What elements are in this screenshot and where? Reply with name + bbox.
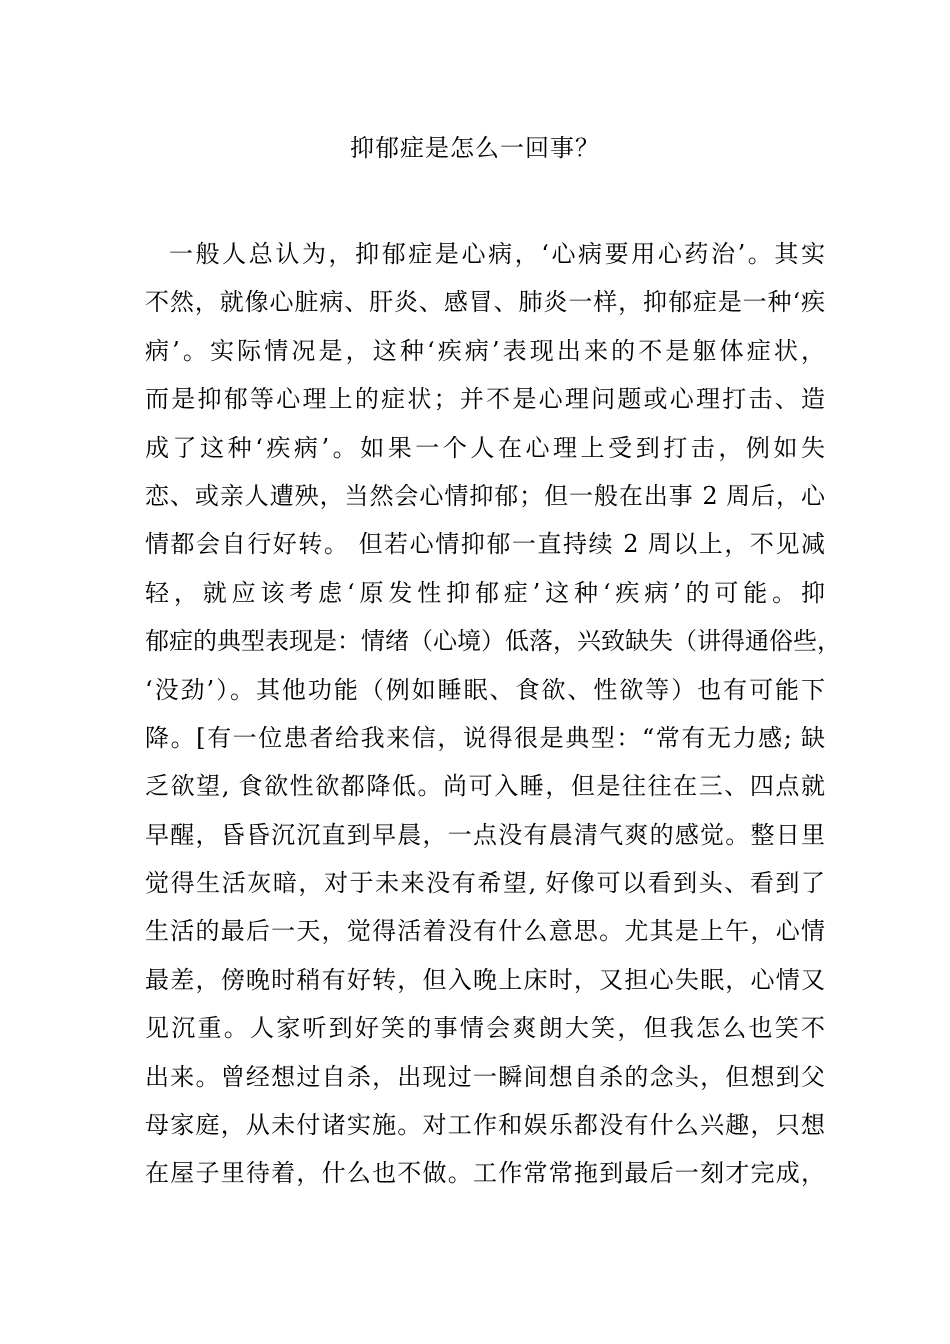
body-line-19: 母家庭，从未付诸实施。对工作和娱乐都没有什么兴趣，只想 [145, 1111, 825, 1140]
body-line-13: 早醒，昏昏沉沉直到早晨，一点没有晨清气爽的感觉。整日里 [145, 820, 825, 849]
body-line-14: 觉得生活灰暗，对于未来没有希望, 好像可以看到头、看到了 [145, 869, 825, 898]
body-paragraph [145, 230, 841, 1198]
body-line-7: 情都会自行好转。 但若心情抑郁一直持续 2 周以上，不见减 [145, 530, 825, 559]
body-line-17: 见沉重。人家听到好笑的事情会爽朗大笑，但我怎么也笑不 [145, 1014, 825, 1043]
body-line-2: 不然，就像心脏病、肝炎、感冒、肺炎一样，抑郁症是一种‘疾 [145, 288, 825, 317]
body-line-6: 恋、或亲人遭殃，当然会心情抑郁；但一般在出事 2 周后，心 [145, 481, 825, 510]
body-line-4: 而是抑郁等心理上的症状；并不是心理问题或心理打击、造 [145, 385, 825, 414]
body-line-20: 在屋子里待着，什么也不做。工作常常拖到最后一刻才完成， [145, 1159, 825, 1188]
body-line-11: 降。[有一位患者给我来信，说得很是典型：“常有无力感; 缺 [145, 723, 825, 752]
body-line-18: 出来。曾经想过自杀，出现过一瞬间想自杀的念头，但想到父 [145, 1062, 825, 1091]
document-title: 抑郁症是怎么一回事？ [350, 134, 600, 162]
body-line-15: 生活的最后一天，觉得活着没有什么意思。尤其是上午，心情 [145, 917, 825, 946]
body-line-5: 成了这种‘疾病’。如果一个人在心理上受到打击，例如失 [145, 433, 825, 462]
body-line-12: 乏欲望, 食欲性欲都降低。尚可入睡，但是往往在三、四点就 [145, 772, 825, 801]
body-line-10: ‘没劲’）。其他功能（例如睡眠、食欲、性欲等）也有可能下 [145, 675, 825, 704]
body-line-8: 轻，就应该考虑‘原发性抑郁症’这种‘疾病’的可能。抑 [145, 578, 825, 607]
body-line-9: 郁症的典型表现是：情绪（心境）低落，兴致缺失（讲得通俗些， [145, 627, 841, 656]
body-line-16: 最差，傍晚时稍有好转，但入晚上床时，又担心失眠，心情又 [145, 965, 825, 994]
body-line-3: 病’。实际情况是，这种‘疾病’表现出来的不是躯体症状， [145, 336, 825, 365]
body-line-1: 一般人总认为，抑郁症是心病，‘心病要用心药治’。其实 [169, 240, 825, 268]
